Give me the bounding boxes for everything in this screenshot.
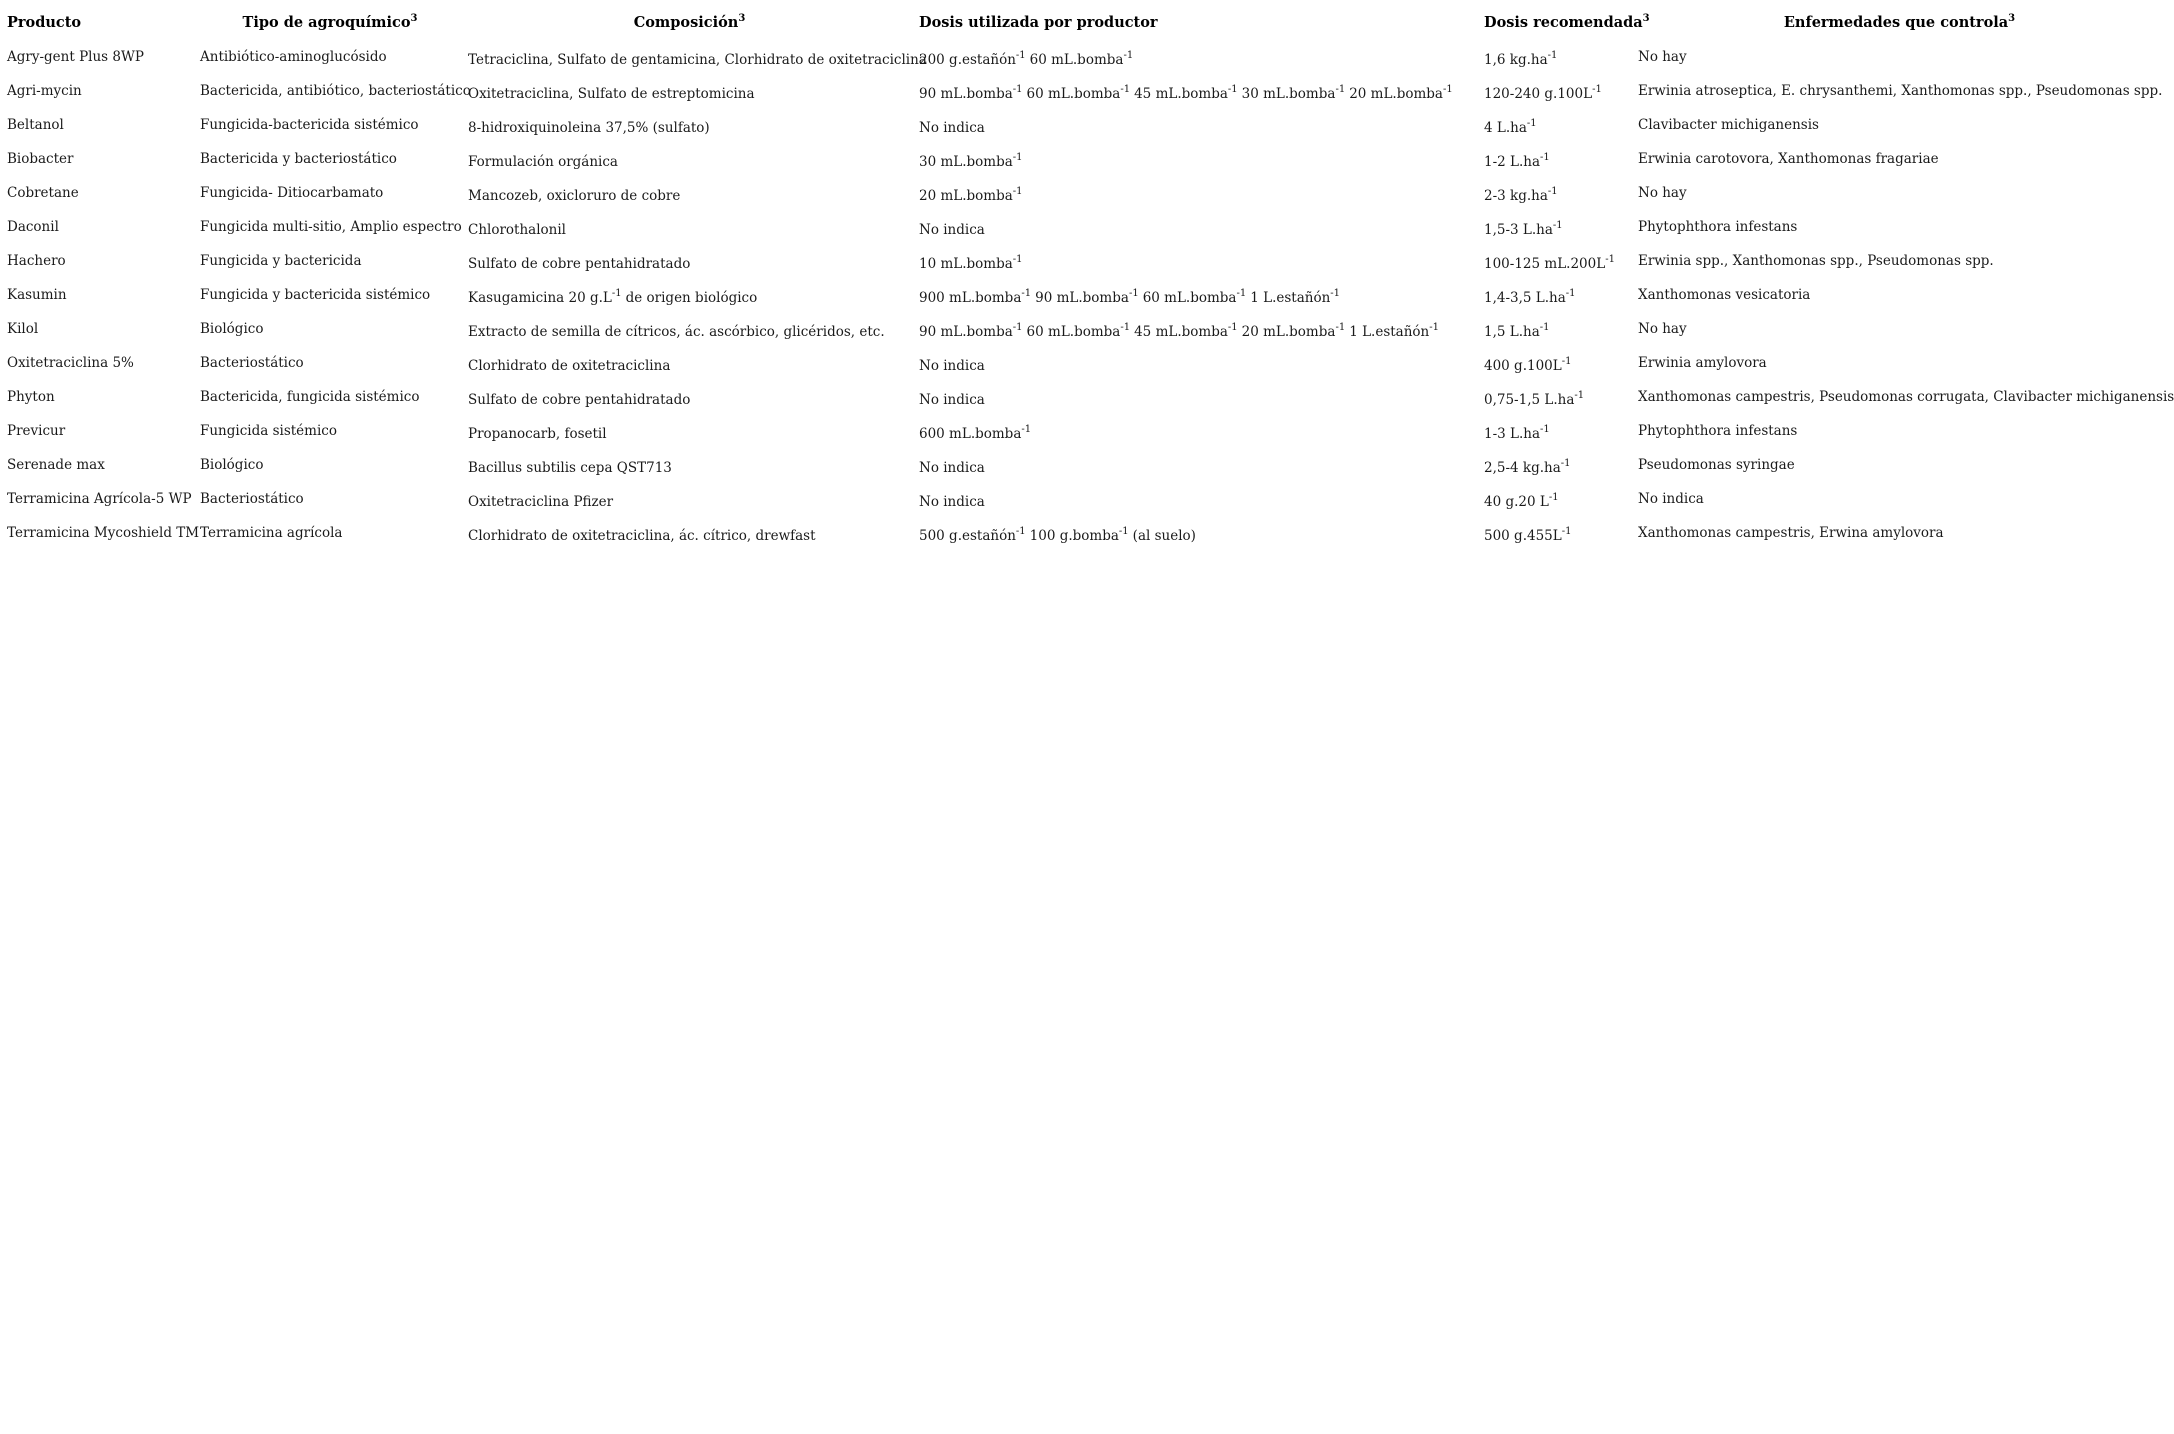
agrochemical-table xyxy=(3,4,2174,554)
exponent: -1 xyxy=(1012,254,1023,265)
cell-dosis-productor xyxy=(915,180,1480,214)
cell-dosis-recomendada xyxy=(1480,316,1634,350)
cell-producto: Hachero xyxy=(7,253,66,269)
value-part: 8-hidroxiquinoleina 37,5% (sulfato) xyxy=(468,120,710,136)
value-part: 40 g.20 $L^{-1}$ xyxy=(1484,492,1559,510)
cell-enfermedades: Phytophthora infestans xyxy=(1638,423,1798,439)
cell-composicion xyxy=(464,248,915,282)
value-part: Bacillus subtilis cepa QST713 xyxy=(468,460,672,476)
table-row xyxy=(3,418,2165,452)
value-part: 45 mL.bomba$^{-1}$ xyxy=(1134,84,1238,102)
cell-enfermedades: Erwinia carotovora, Xanthomonas fragariae xyxy=(1638,151,1939,167)
cell-enfermedades: Xanthomonas vesicatoria xyxy=(1638,287,1811,303)
value-part: 90 mL.bomba$^{-1}$ xyxy=(919,84,1023,102)
cell-dosis-productor xyxy=(915,146,1480,180)
cell-dosis-recomendada xyxy=(1480,78,1634,112)
value-part: Chlorothalonil xyxy=(468,222,566,238)
cell-dosis-productor xyxy=(915,384,1480,418)
cell-dosis-productor xyxy=(915,486,1480,520)
value-part: No indica xyxy=(919,358,985,374)
value-part: 600 mL.bomba$^{-1}$ xyxy=(919,424,1032,442)
header-label: Tipo de agroquímico xyxy=(242,14,411,31)
cell-composicion xyxy=(464,214,915,248)
cell-composicion xyxy=(464,316,915,350)
header-label: Dosis recomendada xyxy=(1484,14,1643,31)
cell-producto: Agry-gent Plus 8WP xyxy=(7,49,144,65)
exponent: -1 xyxy=(1335,84,1346,95)
value-part: 60 mL.bomba$^{-1}$ xyxy=(1026,84,1131,102)
exponent: -1 xyxy=(1236,288,1247,299)
exponent: -1 xyxy=(1574,390,1585,401)
footnote-marker: 3 xyxy=(410,13,418,24)
cell-producto: Biobacter xyxy=(7,151,74,167)
value-part: Clorhidrato de oxitetraciclina, ác. cítrico, drewfast xyxy=(468,528,816,544)
cell-dosis-recomendada xyxy=(1480,452,1634,486)
exponent: -1 xyxy=(1128,288,1139,299)
cell-tipo: Biológico xyxy=(200,321,264,337)
cell-tipo: Bacteriostático xyxy=(200,355,304,371)
exponent: -1 xyxy=(1123,50,1134,61)
cell-enfermedades: No hay xyxy=(1638,49,1687,65)
value-part: 2,5-4 $kg.ha^{-1}$ xyxy=(1484,458,1571,476)
cell-dosis-recomendada xyxy=(1480,146,1634,180)
value-part: 1,6 $kg.ha^{-1}$ xyxy=(1484,50,1558,68)
exponent: -1 xyxy=(1539,322,1550,333)
cell-tipo: Terramicina agrícola xyxy=(200,525,343,541)
cell-producto: Daconil xyxy=(7,219,59,235)
cell-tipo: Fungicida multi-sitio, Amplio espectro xyxy=(200,219,462,235)
exponent: -1 xyxy=(1012,152,1023,163)
cell-composicion xyxy=(464,418,915,452)
value-part: 90 mL.bomba$^{-1}$ xyxy=(1035,288,1139,306)
cell-dosis-productor xyxy=(915,452,1480,486)
table-row xyxy=(3,520,2165,554)
cell-dosis-productor xyxy=(915,44,1480,78)
exponent: -1 xyxy=(1429,322,1439,333)
value-part: 1 L.estañón$^{-1}$ xyxy=(1250,288,1341,306)
cell-tipo: Fungicida y bactericida xyxy=(200,253,362,269)
cell-producto: Terramicina Mycoshield TM xyxy=(7,525,200,541)
cell-producto: Serenade max xyxy=(7,457,105,473)
footnote-marker: 3 xyxy=(738,13,746,24)
footnote-marker: 3 xyxy=(1642,13,1650,24)
exponent: -1 xyxy=(1540,424,1550,435)
cell-tipo: Fungicida sistémico xyxy=(200,423,337,439)
cell-producto: Phyton xyxy=(7,389,55,405)
value-part: Extracto de semilla de cítricos, ác. ascórbico, glicéridos, etc. xyxy=(468,324,885,340)
value-part: 1,4-3,5 $L.ha^{-1}$ xyxy=(1484,288,1576,306)
cell-dosis-productor xyxy=(915,282,1480,316)
header-label: Dosis utilizada por productor xyxy=(919,14,1158,31)
cell-dosis-recomendada xyxy=(1480,520,1634,554)
value-part: 20 mL.bomba$^{-1}$ xyxy=(1349,84,1453,102)
cell-producto: Cobretane xyxy=(7,185,79,201)
cell-composicion xyxy=(464,146,915,180)
cell-enfermedades: No hay xyxy=(1638,321,1687,337)
cell-enfermedades: No indica xyxy=(1638,491,1704,507)
exponent: -1 xyxy=(1330,288,1341,299)
cell-tipo: Bactericida, antibiótico, bacteriostático xyxy=(200,83,471,99)
cell-composicion xyxy=(464,78,915,112)
exponent: -1 xyxy=(1012,322,1023,333)
header-producto xyxy=(3,4,196,44)
value-part: 2-3 $kg.ha^{-1}$ xyxy=(1484,186,1558,204)
exponent: -1 xyxy=(1335,322,1346,333)
table-row xyxy=(3,350,2165,384)
header-label: Producto xyxy=(7,14,82,31)
value-part: Propanocarb, fosetil xyxy=(468,426,607,442)
value-part: Mancozeb, oxicloruro de cobre xyxy=(468,188,681,204)
value-part: de origen biológico xyxy=(625,290,758,306)
value-part: 100 g.bomba$^{-1}$ xyxy=(1029,526,1129,544)
header-enfermedades xyxy=(1634,4,2165,44)
footnote-marker: 3 xyxy=(2008,13,2016,24)
cell-dosis-productor xyxy=(915,248,1480,282)
value-part: 200 g.estañón$^{-1}$ xyxy=(919,50,1026,68)
cell-dosis-productor xyxy=(915,316,1480,350)
cell-dosis-productor xyxy=(915,78,1480,112)
exponent: -1 xyxy=(1118,526,1129,537)
exponent: -1 xyxy=(1012,186,1023,197)
table-row xyxy=(3,384,2165,418)
exponent: -1 xyxy=(1227,322,1238,333)
cell-dosis-recomendada xyxy=(1480,214,1634,248)
value-part: No indica xyxy=(919,460,985,476)
cell-dosis-recomendada xyxy=(1480,248,1634,282)
cell-enfermedades: Clavibacter michiganensis xyxy=(1638,117,1819,133)
value-part: 1,5-3 $L.ha^{-1}$ xyxy=(1484,220,1563,238)
cell-producto: Kasumin xyxy=(7,287,67,303)
header-row xyxy=(3,4,2165,44)
cell-dosis-productor xyxy=(915,214,1480,248)
cell-enfermedades: Erwinia spp., Xanthomonas spp., Pseudomonas spp. xyxy=(1638,253,1994,269)
header-dosis-productor xyxy=(915,4,1480,44)
value-part: 1,5 $L.ha^{-1}$ xyxy=(1484,322,1550,340)
value-part: Oxitetraciclina, Sulfato de estreptomicina xyxy=(468,86,755,102)
value-part: 20 mL.bomba$^{-1}$ xyxy=(919,186,1023,204)
cell-producto: Oxitetraciclina 5% xyxy=(7,355,134,371)
exponent: -1 xyxy=(1227,84,1238,95)
value-part: 500 $g.455L^{-1}$ xyxy=(1484,526,1572,544)
exponent: -1 xyxy=(1021,424,1032,435)
value-part: No indica xyxy=(919,494,985,510)
cell-composicion xyxy=(464,520,915,554)
cell-enfermedades: Phytophthora infestans xyxy=(1638,219,1798,235)
table-row xyxy=(3,146,2165,180)
cell-enfermedades: Erwinia amylovora xyxy=(1638,355,1767,371)
exponent: -1 xyxy=(1592,84,1602,95)
cell-composicion xyxy=(464,350,915,384)
cell-tipo: Bactericida y bacteriostático xyxy=(200,151,397,167)
exponent: -1 xyxy=(1540,152,1550,163)
table-row xyxy=(3,248,2165,282)
cell-composicion xyxy=(464,180,915,214)
exponent: -1 xyxy=(1120,84,1131,95)
value-part: 60 mL.bomba$^{-1}$ xyxy=(1026,322,1131,340)
exponent: -1 xyxy=(1012,84,1023,95)
table-body xyxy=(3,44,2174,554)
header-label: Composición xyxy=(633,14,739,31)
cell-dosis-recomendada xyxy=(1480,418,1634,452)
exponent: -1 xyxy=(1552,220,1563,231)
value-part: Kasugamicina 20 $g.L^{-1}$ xyxy=(468,288,622,306)
value-part: Sulfato de cobre pentahidratado xyxy=(468,392,691,408)
cell-tipo: Fungicida-bactericida sistémico xyxy=(200,117,419,133)
value-part: No indica xyxy=(919,392,985,408)
exponent: -1 xyxy=(611,288,622,299)
value-part: 30 mL.bomba$^{-1}$ xyxy=(1241,84,1346,102)
exponent: -1 xyxy=(1560,458,1571,469)
exponent: -1 xyxy=(1561,356,1572,367)
cell-enfermedades: Pseudomonas syringae xyxy=(1638,457,1795,473)
value-part: (al suelo) xyxy=(1132,528,1196,544)
exponent: -1 xyxy=(1548,492,1559,503)
cell-tipo: Biológico xyxy=(200,457,264,473)
cell-producto: Kilol xyxy=(7,321,39,337)
table-row xyxy=(3,112,2165,146)
cell-dosis-recomendada xyxy=(1480,486,1634,520)
exponent: -1 xyxy=(1565,288,1576,299)
value-part: No indica xyxy=(919,120,985,136)
cell-dosis-recomendada xyxy=(1480,384,1634,418)
cell-tipo: Antibiótico-aminoglucósido xyxy=(200,49,387,65)
cell-producto: Beltanol xyxy=(7,117,64,133)
table-row xyxy=(3,486,2165,520)
exponent: -1 xyxy=(1547,186,1558,197)
exponent: -1 xyxy=(1442,84,1453,95)
value-part: 20 mL.bomba$^{-1}$ xyxy=(1241,322,1346,340)
table-row xyxy=(3,316,2165,350)
value-part: 30 mL.bomba$^{-1}$ xyxy=(919,152,1023,170)
value-part: 4 $L.ha^{-1}$ xyxy=(1484,118,1537,136)
cell-dosis-recomendada xyxy=(1480,282,1634,316)
value-part: 60 mL.bomba$^{-1}$ xyxy=(1142,288,1247,306)
cell-dosis-productor xyxy=(915,418,1480,452)
table-row xyxy=(3,452,2165,486)
table-row xyxy=(3,44,2165,78)
cell-dosis-productor xyxy=(915,112,1480,146)
value-part: Oxitetraciclina Pfizer xyxy=(468,494,614,510)
cell-dosis-recomendada xyxy=(1480,350,1634,384)
cell-composicion xyxy=(464,452,915,486)
value-part: Tetraciclina, Sulfato de gentamicina, Clorhidrato de oxitetraciclina xyxy=(468,52,927,68)
value-part: No indica xyxy=(919,222,985,238)
exponent: -1 xyxy=(1015,526,1026,537)
table-header xyxy=(3,4,2165,44)
value-part: 60 mL.bomba$^{-1}$ xyxy=(1029,50,1134,68)
header-tipo xyxy=(196,4,464,44)
table-row xyxy=(3,214,2165,248)
exponent: -1 xyxy=(1547,50,1558,61)
table-row xyxy=(3,78,2165,112)
value-part: Clorhidrato de oxitetraciclina xyxy=(468,358,671,374)
header-dosis-recomendada xyxy=(1480,4,1650,44)
cell-composicion xyxy=(464,44,927,78)
value-part: 500 g.estañón$^{-1}$ xyxy=(919,526,1026,544)
cell-producto: Agri-mycin xyxy=(7,83,82,99)
cell-composicion xyxy=(464,282,915,316)
value-part: Sulfato de cobre pentahidratado xyxy=(468,256,691,272)
cell-dosis-recomendada xyxy=(1480,44,1634,78)
exponent: -1 xyxy=(1015,50,1026,61)
value-part: 900 mL.bomba$^{-1}$ xyxy=(919,288,1032,306)
value-part: 0,75-1,5 $L.ha^{-1}$ xyxy=(1484,390,1585,408)
cell-producto: Previcur xyxy=(7,423,66,439)
table-row xyxy=(3,180,2165,214)
cell-enfermedades: Xanthomonas campestris, Erwina amylovora xyxy=(1638,525,1944,541)
value-part: 1-2 $L.ha^{-1}$ xyxy=(1484,152,1550,170)
header-composicion xyxy=(464,4,915,44)
value-part: Formulación orgánica xyxy=(468,154,618,170)
cell-dosis-recomendada xyxy=(1480,112,1634,146)
cell-dosis-recomendada xyxy=(1480,180,1634,214)
value-part: 1 L.estañón$^{-1}$ xyxy=(1349,322,1439,340)
value-part: 100-125 $mL.200L^{-1}$ xyxy=(1484,254,1615,272)
exponent: -1 xyxy=(1526,118,1537,129)
cell-tipo: Bactericida, fungicida sistémico xyxy=(200,389,420,405)
cell-dosis-productor xyxy=(915,350,1480,384)
exponent: -1 xyxy=(1021,288,1032,299)
cell-enfermedades: Erwinia atroseptica, E. chrysanthemi, Xanthomonas spp., Pseudomonas spp. xyxy=(1638,83,2163,99)
exponent: -1 xyxy=(1120,322,1131,333)
header-label: Enfermedades que controla xyxy=(1783,14,2009,31)
cell-tipo: Fungicida- Ditiocarbamato xyxy=(200,185,384,201)
cell-tipo: Bacteriostático xyxy=(200,491,304,507)
exponent: -1 xyxy=(1561,526,1572,537)
value-part: 1-3 $L.ha^{-1}$ xyxy=(1484,424,1550,442)
exponent: -1 xyxy=(1605,254,1615,265)
value-part: 120-240 $g.100L^{-1}$ xyxy=(1484,84,1602,102)
value-part: 400 $g.100L^{-1}$ xyxy=(1484,356,1572,374)
cell-producto: Terramicina Agrícola-5 WP xyxy=(7,491,192,507)
cell-composicion xyxy=(464,486,915,520)
cell-tipo: Fungicida y bactericida sistémico xyxy=(200,287,431,303)
value-part: 90 mL.bomba$^{-1}$ xyxy=(919,322,1023,340)
table-row xyxy=(3,282,2165,316)
value-part: 45 mL.bomba$^{-1}$ xyxy=(1134,322,1238,340)
cell-enfermedades: No hay xyxy=(1638,185,1687,201)
cell-composicion xyxy=(464,384,915,418)
cell-composicion xyxy=(464,112,915,146)
cell-dosis-productor xyxy=(915,520,1480,554)
cell-enfermedades: Xanthomonas campestris, Pseudomonas corrugata, Clavibacter michiganensis xyxy=(1638,389,2174,405)
value-part: 10 mL.bomba$^{-1}$ xyxy=(919,254,1023,272)
